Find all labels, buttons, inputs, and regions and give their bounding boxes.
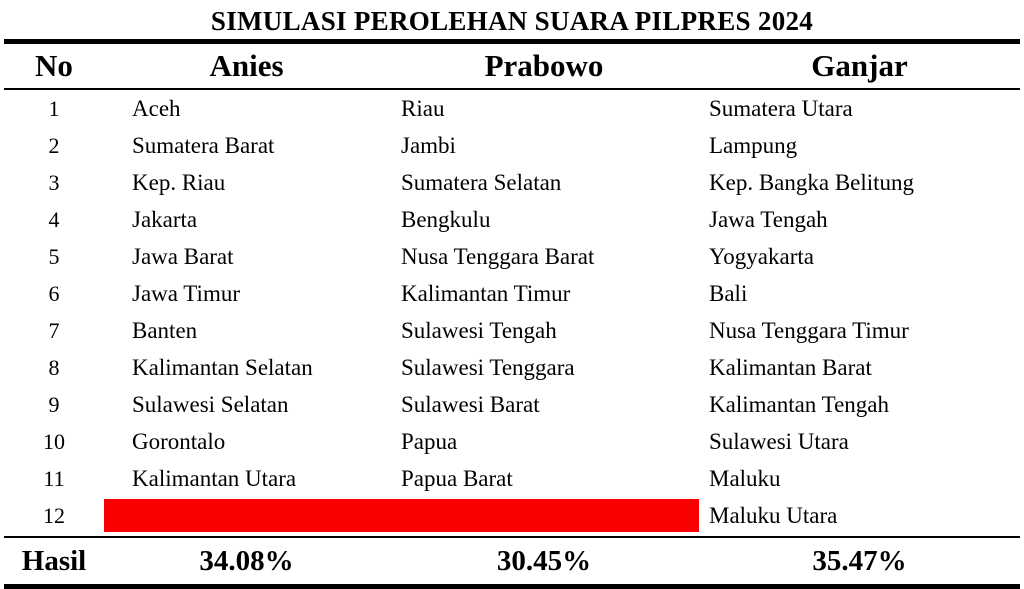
vote-result-footer [4, 538, 1020, 584]
column-header-prabowo: Prabowo [484, 48, 604, 83]
vote-distribution-body [4, 90, 1020, 534]
table-row [4, 201, 1020, 238]
table-row [4, 238, 1020, 275]
row-number: 6 [48, 280, 60, 306]
row-number: 3 [48, 169, 60, 195]
table-row [4, 386, 1020, 423]
cell-ganjar: Jawa Tengah [709, 206, 828, 232]
row-number: 11 [43, 465, 65, 491]
footer-result-ganjar: 35.47% [812, 544, 907, 577]
footer-result-anies: 34.08% [199, 544, 294, 577]
redaction-bar [104, 499, 699, 532]
cell-anies: Jawa Barat [132, 243, 234, 269]
cell-ganjar: Sulawesi Utara [709, 428, 849, 454]
cell-prabowo: Sulawesi Tengah [401, 317, 557, 343]
cell-prabowo: Sumatera Selatan [401, 169, 562, 195]
cell-ganjar: Bali [709, 280, 748, 306]
cell-prabowo: Nusa Tenggara Barat [401, 243, 595, 269]
cell-ganjar: Kep. Bangka Belitung [709, 169, 915, 195]
cell-ganjar: Kalimantan Barat [709, 354, 872, 380]
cell-ganjar: Kalimantan Tengah [709, 391, 889, 417]
table-row [4, 275, 1020, 312]
column-header-anies: Anies [209, 48, 284, 83]
cell-prabowo: Papua [401, 428, 458, 454]
cell-ganjar: Maluku [709, 465, 781, 491]
cell-prabowo: Bengkulu [401, 206, 491, 232]
page-title: SIMULASI PEROLEHAN SUARA PILPRES 2024 [210, 6, 814, 36]
cell-prabowo: Kalimantan Timur [401, 280, 571, 306]
cell-anies: Sumatera Barat [132, 132, 275, 158]
cell-anies: Banten [132, 317, 198, 343]
cell-ganjar: Maluku Utara [709, 502, 838, 528]
table-row [4, 460, 1020, 497]
footer-row [4, 538, 1020, 584]
cell-prabowo: Jambi [401, 132, 456, 158]
cell-ganjar: Yogyakarta [709, 243, 814, 269]
row-number: 4 [48, 206, 60, 232]
cell-prabowo: Riau [401, 95, 445, 121]
table-row [4, 423, 1020, 460]
table-header [4, 44, 1020, 88]
cell-ganjar: Nusa Tenggara Timur [709, 317, 909, 343]
header-row [4, 44, 1020, 88]
cell-anies: Gorontalo [132, 428, 226, 454]
cell-anies: Kep. Riau [132, 169, 226, 195]
cell-anies: Kalimantan Selatan [132, 354, 313, 380]
table-row [4, 497, 1020, 534]
table-row [4, 127, 1020, 164]
cell-prabowo: Sulawesi Tenggara [401, 354, 575, 380]
table-body [4, 90, 1020, 534]
row-number: 7 [48, 317, 60, 343]
cell-anies: Jawa Timur [132, 280, 240, 306]
table-row [4, 164, 1020, 201]
row-number: 5 [48, 243, 60, 269]
redaction-overlay [104, 497, 699, 534]
table-row [4, 312, 1020, 349]
column-header-ganjar: Ganjar [811, 48, 908, 83]
cell-prabowo: Papua Barat [401, 465, 513, 491]
footer-label: Hasil [21, 544, 87, 577]
table-row [4, 90, 1020, 127]
cell-ganjar: Lampung [709, 132, 798, 158]
footer-row-group [4, 538, 1020, 584]
row-number: 9 [48, 391, 60, 417]
vote-distribution-table [4, 44, 1020, 88]
cell-anies: Sulawesi Selatan [132, 391, 289, 417]
cell-anies: Kalimantan Utara [132, 465, 297, 491]
bottom-divider [4, 584, 1020, 589]
column-header-no: No [35, 48, 73, 83]
table-row [4, 349, 1020, 386]
row-number: 1 [48, 95, 60, 121]
cell-anies: Aceh [132, 95, 181, 121]
cell-prabowo: Sulawesi Barat [401, 391, 540, 417]
footer-result-prabowo: 30.45% [496, 544, 592, 577]
row-number: 10 [43, 428, 65, 454]
cell-ganjar: Sumatera Utara [709, 95, 853, 121]
cell-anies: Jakarta [132, 206, 198, 232]
row-number: 2 [48, 132, 60, 158]
row-number: 12 [43, 502, 65, 528]
row-number: 8 [48, 354, 60, 380]
